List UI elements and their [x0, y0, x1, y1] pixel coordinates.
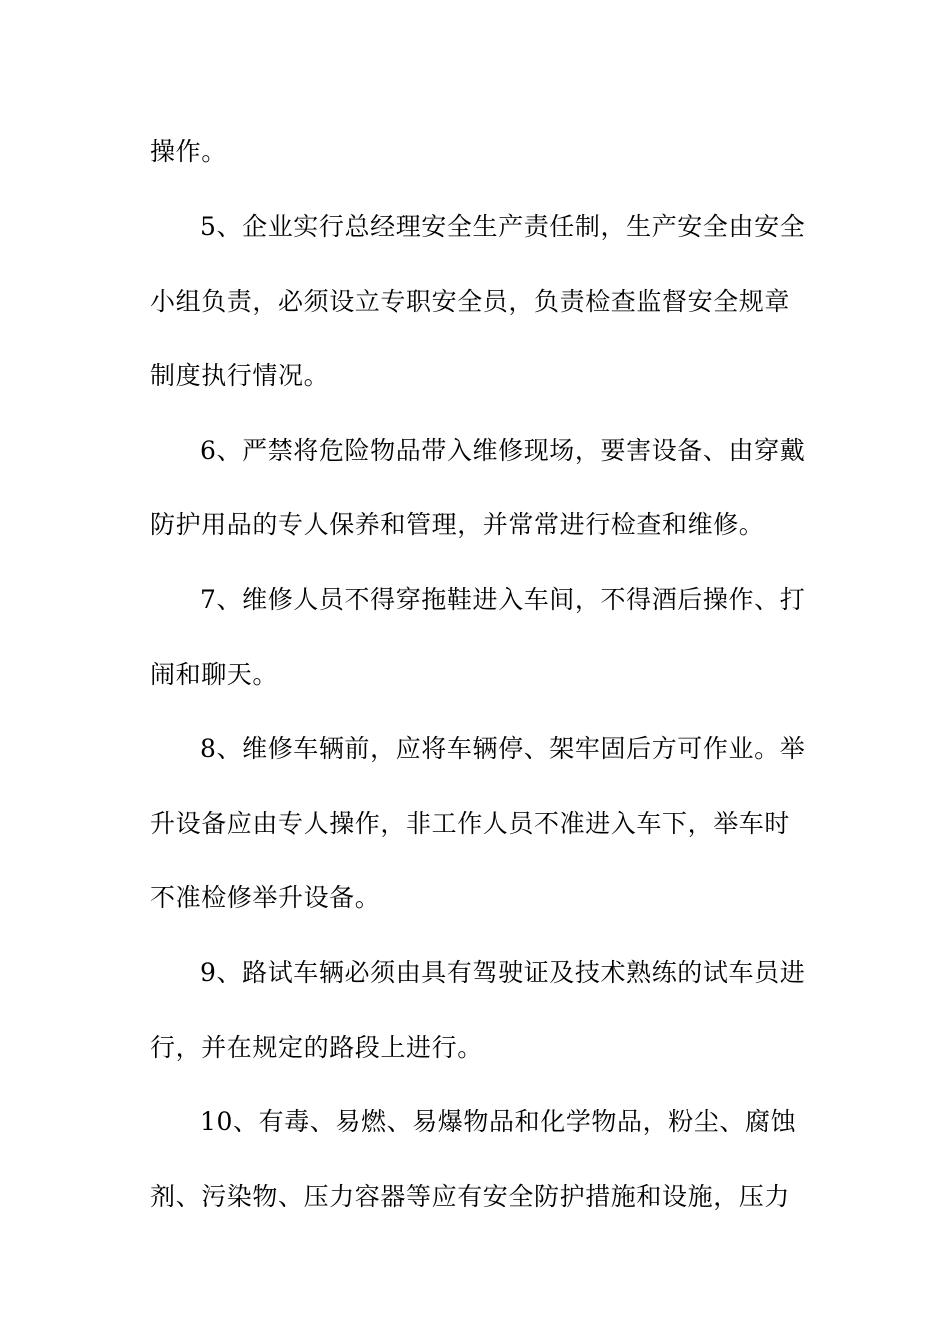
clause-7-line-1: 7、维修人员不得穿拖鞋进入车间，不得酒后操作、打: [200, 585, 806, 614]
clause-10-line-1: 10、有毒、易燃、易爆物品和化学物品，粉尘、腐蚀: [200, 1107, 797, 1136]
text-line: 操作。: [150, 137, 227, 166]
clause-8-line-2: 升设备应由专人操作，非工作人员不准进入车下，举车时: [150, 809, 791, 838]
clause-8-line-3: 不准检修举升设备。: [150, 883, 381, 912]
clause-9-line-2: 行，并在规定的路段上进行。: [150, 1033, 483, 1062]
clause-10-line-2: 剂、污染物、压力容器等应有安全防护措施和设施，压力: [150, 1182, 791, 1211]
clause-7-line-2: 闹和聊天。: [150, 660, 279, 689]
clause-5-line-1: 5、企业实行总经理安全生产责任制，生产安全由安全: [200, 212, 806, 241]
clause-5-line-2: 小组负责，必须设立专职安全员，负责检查监督安全规章: [150, 287, 791, 316]
clause-6-line-2: 防护用品的专人保养和管理，并常常进行检查和维修。: [150, 510, 765, 539]
clause-6-line-1: 6、严禁将危险物品带入维修现场，要害设备、由穿戴: [200, 436, 806, 465]
clause-9-line-1: 9、路试车辆必须由具有驾驶证及技术熟练的试车员进: [200, 958, 806, 987]
clause-8-line-1: 8、维修车辆前，应将车辆停、架牢固后方可作业。举: [200, 734, 806, 763]
clause-5-line-3: 制度执行情况。: [150, 361, 330, 390]
